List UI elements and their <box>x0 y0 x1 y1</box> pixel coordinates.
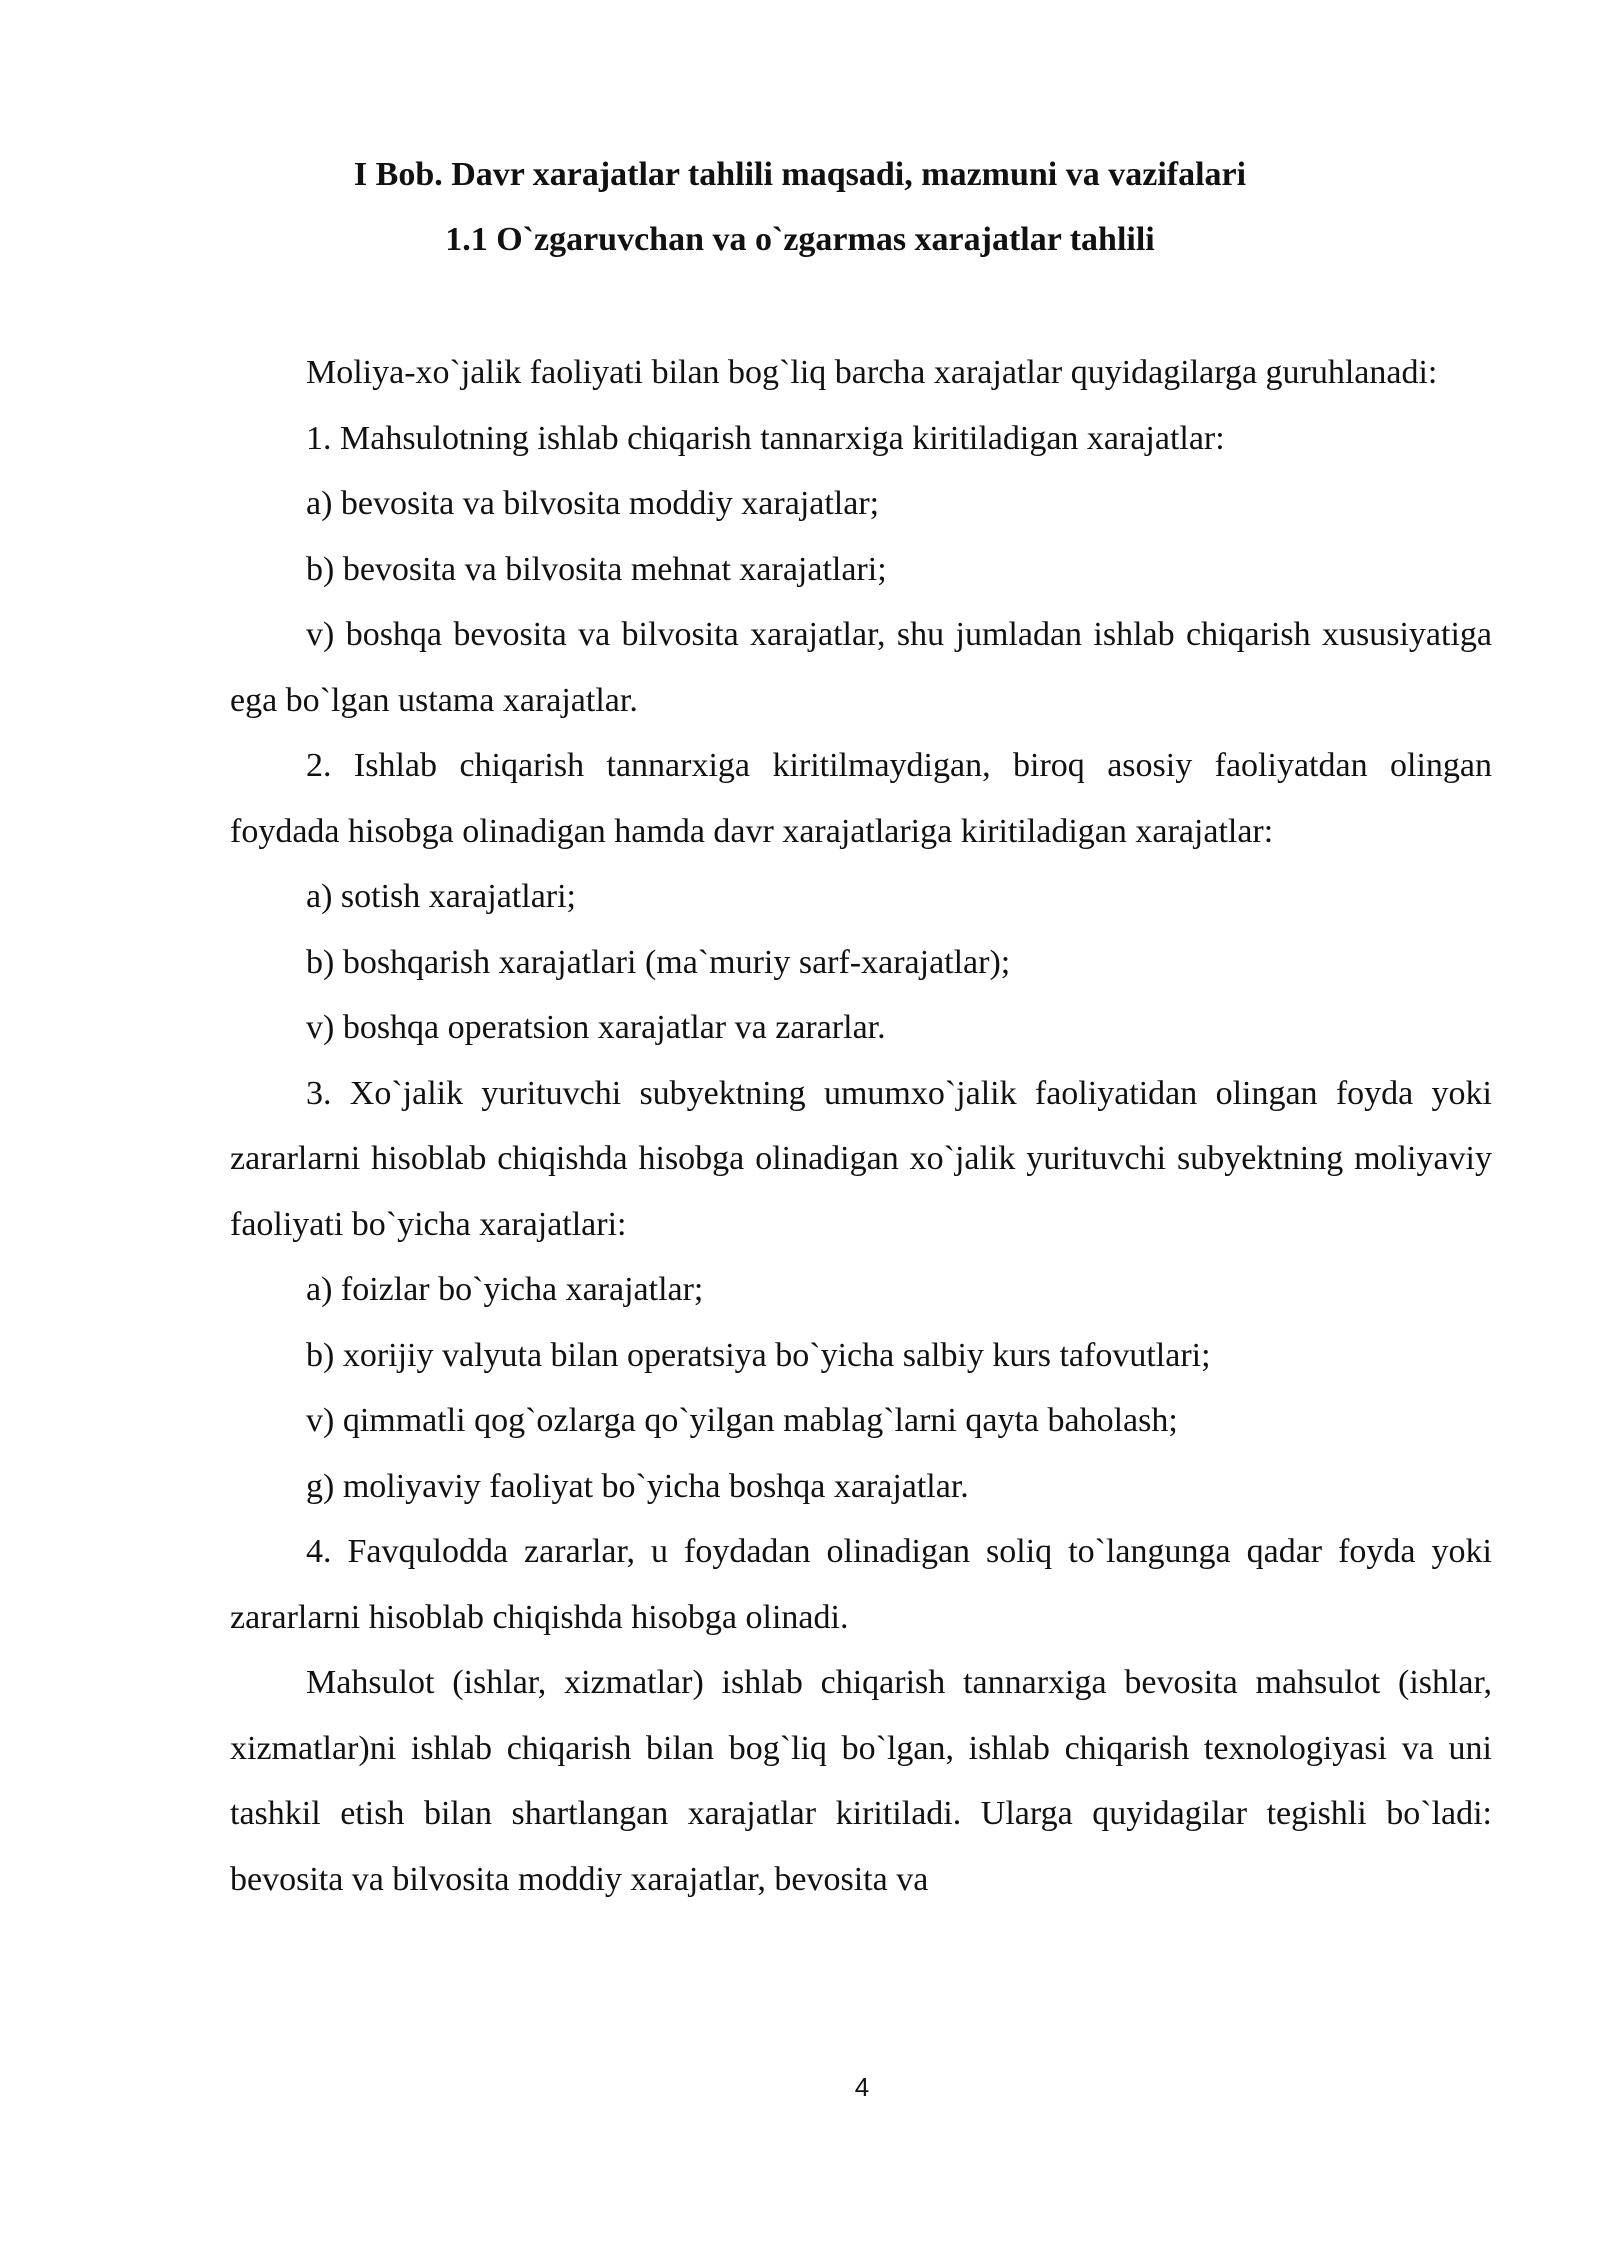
paragraph: Moliya-xo`jalik faoliyati bilan bog`liq barcha xarajatlar quyidagilarga guruhlanadi: <box>306 354 1438 391</box>
list-item: a) bevosita va bilvosita moddiy xarajatlar; <box>306 485 880 522</box>
chapter-title: I Bob. Davr xarajatlar tahlili maqsadi, mazmuni va vazifalari <box>353 156 1247 193</box>
section-title: 1.1 O`zgaruvchan va o`zgarmas xarajatlar tahlili <box>445 221 1155 258</box>
list-item: g) moliyaviy faoliyat bo`yicha boshqa xarajatlar. <box>306 1467 969 1505</box>
paragraph: Mahsulot (ishlar, xizmatlar) ishlab chiqarish tannarxiga bevosita mahsulot (ishlar, xizmatlar)ni ishlab chiqarish bilan bog`liq bo`lgan, ishlab chiqarish texnologiyasi va uni tashkil etish bilan shartlangan xarajatlar kiritiladi. Ularga quyidagilar tegishli bo`ladi: bevosita va bilvosita moddiy xarajatlar, bevosita va <box>230 1664 1492 1898</box>
list-item: 3. Xo`jalik yurituvchi subyektning umumxo`jalik faoliyatidan olingan foyda yoki zararlarni hisoblab chiqishda hisobga olinadigan xo`jalik yurituvchi subyektning moliyaviy faoliyati bo`yicha xarajatlari: <box>230 1074 1492 1243</box>
list-item: v) boshqa bevosita va bilvosita xarajatlar, shu jumladan ishlab chiqarish xususiyatiga ega bo`lgan ustama xarajatlar. <box>230 616 1492 719</box>
body-text <box>230 340 1492 1912</box>
list-item: b) bevosita va bilvosita mehnat xarajatlari; <box>306 550 887 588</box>
list-item: 4. Favqulodda zararlar, u foydadan olinadigan soliq to`langunga qadar foyda yoki zararlarni hisoblab chiqishda hisobga olinadi. <box>230 1533 1492 1636</box>
list-item: 1. Mahsulotning ishlab chiqarish tannarxiga kiritiladigan xarajatlar: <box>306 419 1225 457</box>
list-item: b) xorijiy valyuta bilan operatsiya bo`yicha salbiy kurs tafovutlari; <box>306 1336 1211 1374</box>
list-item: 2. Ishlab chiqarish tannarxiga kiritilmaydigan, biroq asosiy faoliyatdan olingan foydada hisobga olinadigan hamda davr xarajatlariga kiritiladigan xarajatlar: <box>230 747 1492 850</box>
page-number: 4 <box>854 2072 870 2102</box>
list-item: v) boshqa operatsion xarajatlar va zararlar. <box>306 1009 886 1046</box>
list-item: v) qimmatli qog`ozlarga qo`yilgan mablag`larni qayta baholash; <box>306 1402 1178 1439</box>
list-item: a) sotish xarajatlari; <box>306 878 577 915</box>
list-item: a) foizlar bo`yicha xarajatlar; <box>306 1271 704 1308</box>
list-item: b) boshqarish xarajatlari (ma`muriy sarf-xarajatlar); <box>306 943 1011 981</box>
